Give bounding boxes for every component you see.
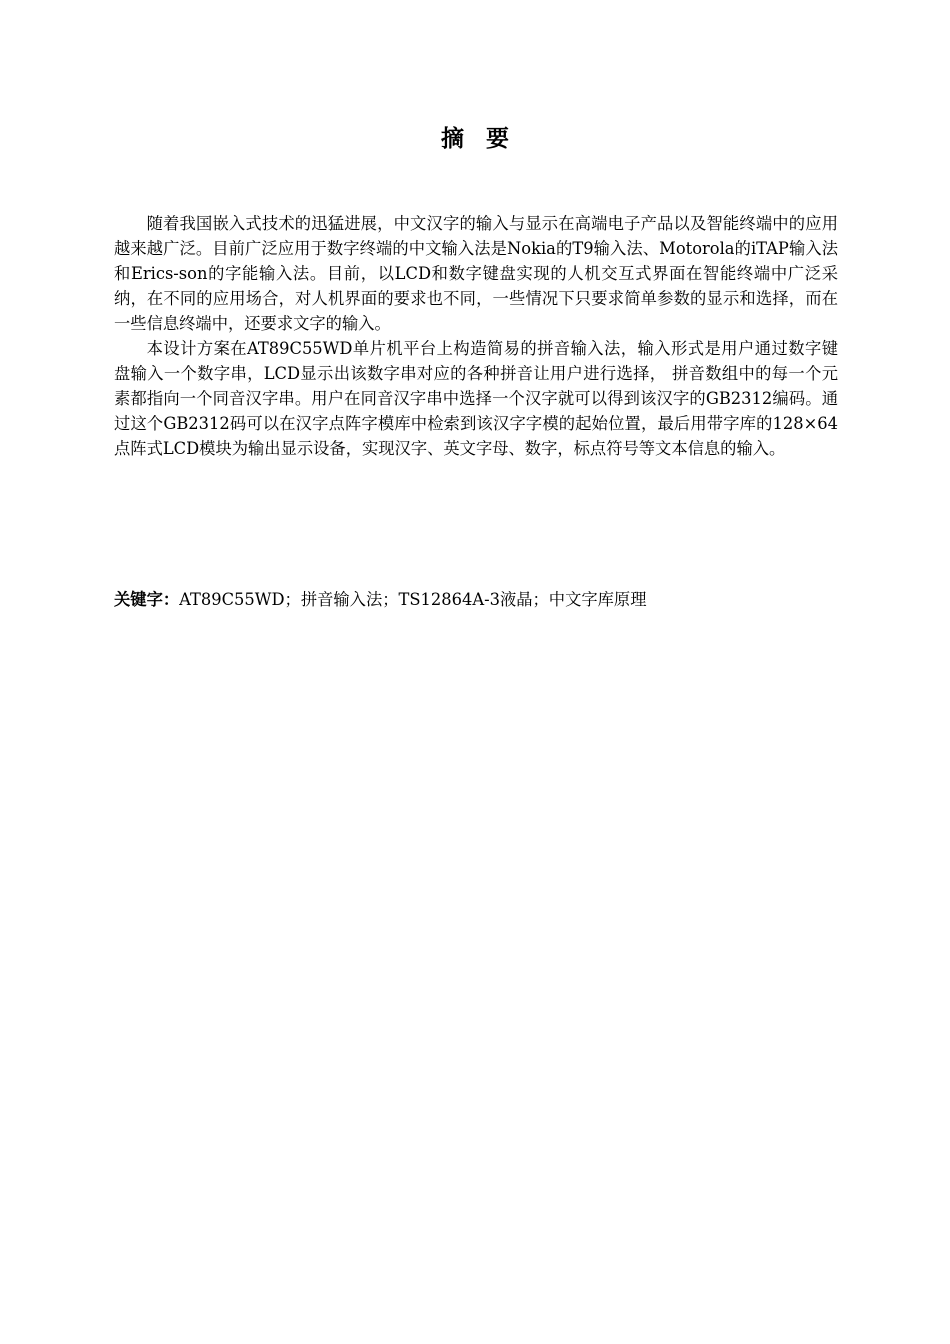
abstract-paragraph-2: 本设计方案在AT89C55WD单片机平台上构造简易的拼音输入法，输入形式是用户通过数字键盘输入一个数字串，LCD显示出该数字串对应的各种拼音让用户进行选择， 拼音数组中的每一个元素都指向一个同音汉字串。用户在同音汉字串中选择一个汉字就可以得到该汉字的GB2312编码。通过这个GB2312码可以在汉字点阵字模库中检索到该汉字字模的起始位置，最后用带字库的128×64点阵式LCD模块为输出显示设备，实现汉字、英文字母、数字，标点符号等文本信息的输入。 [114,339,838,458]
abstract-paragraph-1: 随着我国嵌入式技术的迅猛进展，中文汉字的输入与显示在高端电子产品以及智能终端中的应用越来越广泛。目前广泛应用于数字终端的中文输入法是Nokia的T9输入法、Motorola的iTAP输入法和Erics-son的字能输入法。目前，以LCD和数字键盘实现的人机交互式界面在智能终端中广泛采纳，在不同的应用场合，对人机界面的要求也不同，一些情况下只要求简单参数的显示和选择，而在一些信息终端中，还要求文字的输入。 [114,214,838,333]
keywords-value: AT89C55WD；拼音输入法；TS12864A-3液晶；中文字库原理 [179,590,647,609]
keywords-label: 关键字： [114,590,180,609]
abstract-body [114,211,838,461]
page-title: 摘要 [441,126,531,152]
keywords-line [114,587,838,612]
